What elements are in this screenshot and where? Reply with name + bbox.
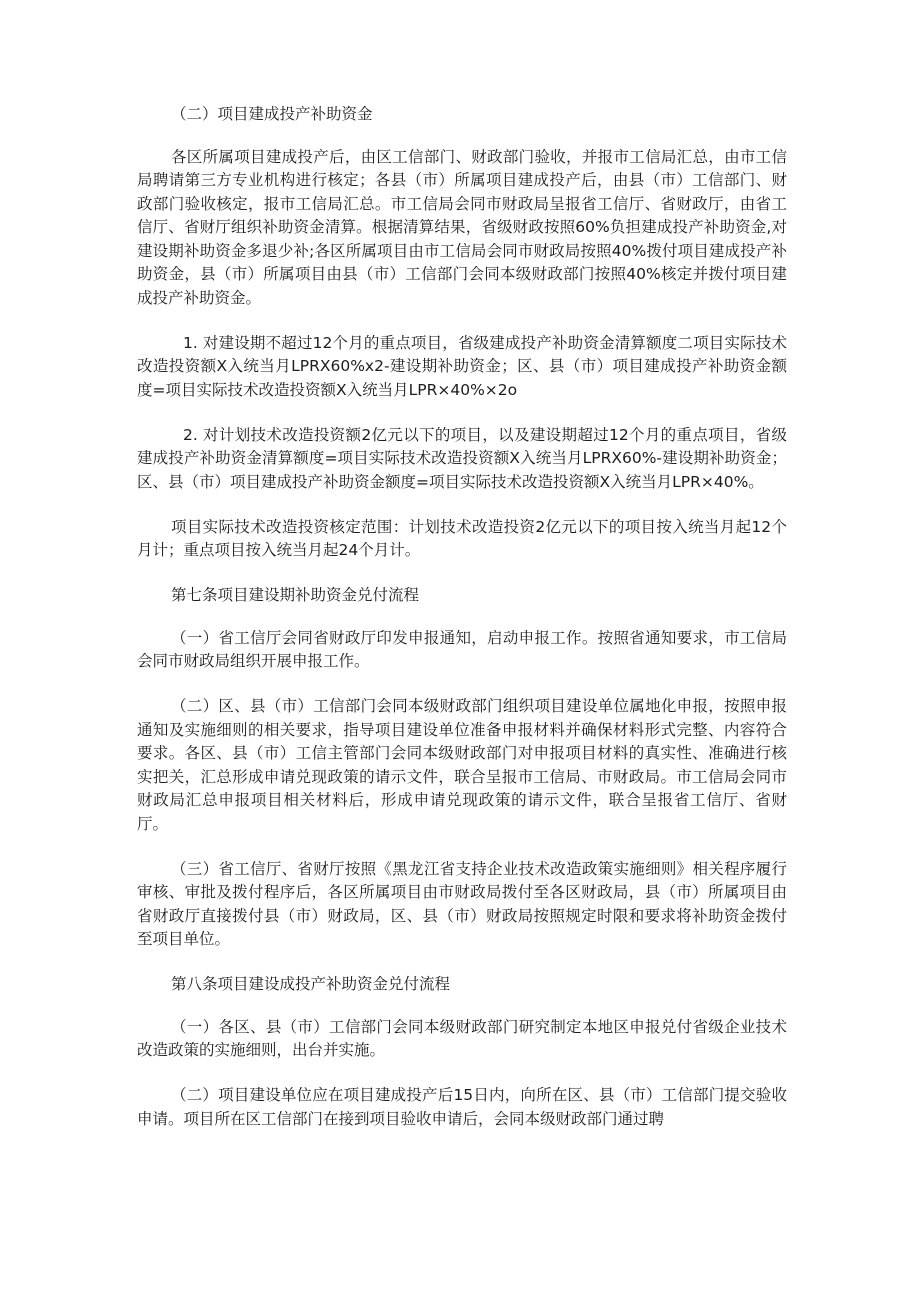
- article-8-item-2: （二）项目建设单位应在项目建成投产后15日内，向所在区、县（市）工信部门提交验收申请。项目所在区工信部门在接到项目验收申请后，会同本级财政部门通过聘: [137, 1086, 787, 1128]
- article-7-item-2: （二）区、县（市）工信部门会同本级财政部门组织项目建设单位属地化申报，按照申报通知及实施细则的相关要求，指导项目建设单位准备申报材料并确保材料形式完整、内容符合要求。各区、县（市）工信主管部门会同本级财政部门对申报项目材料的真实性、准确进行核实把关，汇总形成申请兑现政策的请示文件，联合呈报市工信局、市财政局。市工信局会同市财政局汇总申报项目相关材料后，形成申请兑现政策的请示文件，联合呈报省工信厅、省财厅。: [137, 697, 787, 833]
- paragraph-investment-scope: 项目实际技术改造投资核定范围：计划技术改造投资2亿元以下的项目按入统当月起12个月计；重点项目按入统当月起24个月计。: [137, 517, 787, 559]
- document-body: [137, 103, 787, 1153]
- article-7-item-1: （一）省工信厅会同省财政厅印发申报通知，启动申报工作。按照省通知要求，市工信局会同市财政局组织开展申报工作。: [137, 628, 787, 670]
- article-7-heading: 第七条项目建设期补助资金兑付流程: [171, 586, 420, 604]
- article-8-item-1: （一）各区、县（市）工信部门会同本级财政部门研究制定本地区申报兑付省级企业技术改造政策的实施细则，出台并实施。: [137, 1017, 787, 1059]
- formula-item-2: 2. 对计划技术改造投资额2亿元以下的项目，以及建设期超过12个月的重点项目，省级建成投产补助资金清算额度=项目实际技术改造投资额X入统当月LPRX60%-建设期补助资金；区、县（市）项目建成投产补助资金额度=项目实际技术改造投资额X入统当月LPR×40%。: [137, 425, 787, 491]
- section-heading-completion-subsidy: （二）项目建成投产补助资金: [171, 105, 373, 123]
- article-8-heading: 第八条项目建设成投产补助资金兑付流程: [171, 975, 451, 993]
- formula-item-1: 1. 对建设期不超过12个月的重点项目，省级建成投产补助资金清算额度二项目实际技术改造投资额X入统当月LPRX60%x2-建设期补助资金；区、县（市）项目建成投产补助资金额度=项目实际技术改造投资额X入统当月LPR×40%×2o: [137, 333, 787, 399]
- article-7-item-3: （三）省工信厅、省财厅按照《黑龙江省支持企业技术改造政策实施细则》相关程序履行审核、审批及拨付程序后，各区所属项目由市财政局拨付至各区财政局，县（市）所属项目由省财政厅直接拨付县（市）财政局，区、县（市）财政局按照规定时限和要求将补助资金拨付至项目单位。: [137, 859, 787, 948]
- paragraph-completion-procedure: 各区所属项目建成投产后，由区工信部门、财政部门验收，并报市工信局汇总，由市工信局聘请第三方专业机构进行核定；各县（市）所属项目建成投产后，由县（市）工信部门、财政部门验收核定，报市工信局汇总。市工信局会同市财政局呈报省工信厅、省财政厅，由省工信厅、省财厅组织补助资金清算。根据清算结果，省级财政按照60%负担建成投产补助资金,对建设期补助资金多退少补;各区所属项目由市工信局会同市财政局按照40%拨付项目建成投产补助资金，县（市）所属项目由县（市）工信部门会同本级财政部门按照40%核定并拨付项目建成投产补助资金。: [137, 147, 787, 307]
